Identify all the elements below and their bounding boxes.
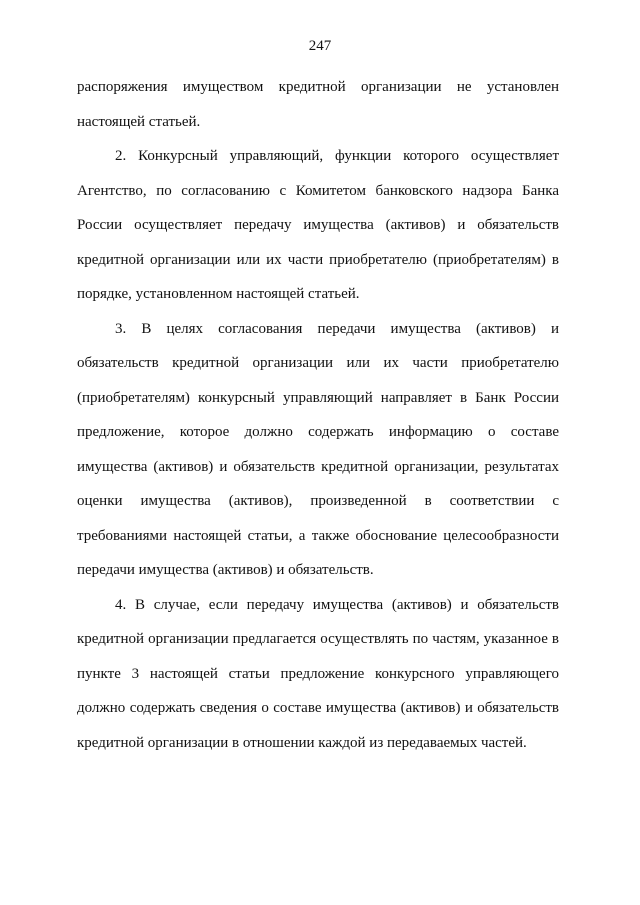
paragraph-continuation: распоряжения имуществом кредитной организации не установлен настоящей статьей.: [77, 79, 559, 130]
paragraph-item-2: 2. Конкурсный управляющий, функции которого осуществляет Агентство, по согласованию с Комитетом банковского надзора Банка России осуществляет передачу имущества (активов) и обязательств кредитной организации или их части приобретателю (приобретателям) в порядке, установленном настоящей статьей.: [77, 148, 559, 302]
document-body: [77, 70, 559, 760]
page-number: 247: [308, 38, 332, 54]
paragraph-item-3: 3. В целях согласования передачи имущества (активов) и обязательств кредитной организации или их части приобретателю (приобретателям) конкурсный управляющий направляет в Банк России предложение, которое должно содержать информацию о составе имущества (активов) и обязательств кредитной организации, результатах оценки имущества (активов), произведенной в соответствии с требованиями настоящей статьи, а также обоснование целесообразности передачи имущества (активов) и обязательств.: [77, 320, 559, 578]
paragraph-item-4: 4. В случае, если передачу имущества (активов) и обязательств кредитной организации предлагается осуществлять по частям, указанное в пункте 3 настоящей статьи предложение конкурсного управляющего должно содержать сведения о составе имущества (активов) и обязательств кредитной организации в отношении каждой из передаваемых частей.: [77, 596, 559, 751]
